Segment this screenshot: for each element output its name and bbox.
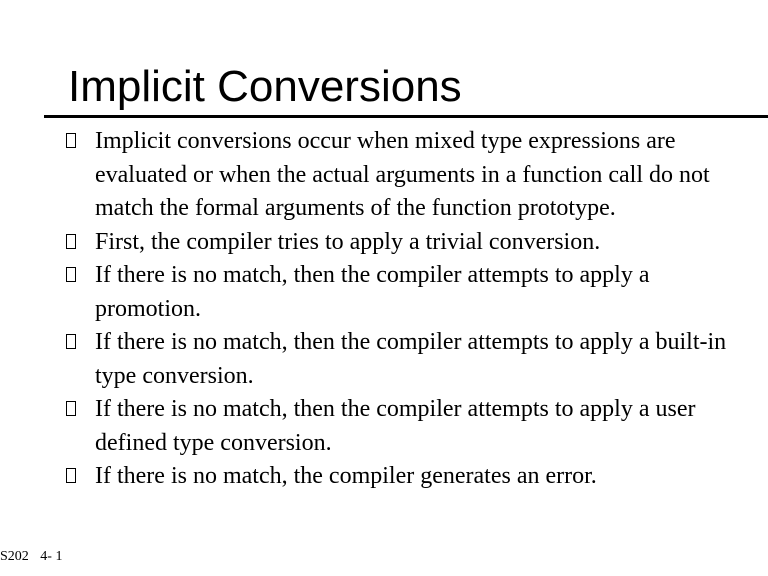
bullet-text: If there is no match, then the compiler attempts to apply a user defined type conversion.	[95, 396, 696, 456]
bullet-text: First, the compiler tries to apply a trivial conversion.	[95, 228, 601, 255]
bullet-item	[64, 460, 754, 494]
bullet-item	[64, 259, 754, 326]
bullet-item	[64, 326, 754, 393]
page-number: 4- 1	[40, 549, 63, 564]
square-bullet-icon	[66, 468, 76, 483]
bullet-text: If there is no match, then the compiler attempts to apply a promotion.	[95, 262, 650, 322]
bullet-item	[64, 125, 754, 226]
square-bullet-icon	[66, 133, 76, 148]
course-code: S202	[0, 549, 29, 564]
bullet-text: Implicit conversions occur when mixed type expressions are evaluated or when the actual arguments in a function call do not match the formal arguments of the function prototype.	[95, 128, 710, 221]
bullet-item	[64, 226, 754, 260]
title-underline	[44, 115, 768, 118]
square-bullet-icon	[66, 334, 76, 349]
slide-title: Implicit Conversions	[68, 62, 462, 111]
bullet-text: If there is no match, the compiler generates an error.	[95, 463, 597, 489]
slide-footer	[0, 547, 62, 567]
bullet-text: If there is no match, then the compiler attempts to apply a built-in type conversion.	[95, 329, 727, 389]
square-bullet-icon	[66, 401, 76, 416]
square-bullet-icon	[66, 234, 76, 249]
square-bullet-icon	[66, 267, 76, 282]
bullet-list	[64, 125, 754, 494]
bullet-item	[64, 393, 754, 460]
